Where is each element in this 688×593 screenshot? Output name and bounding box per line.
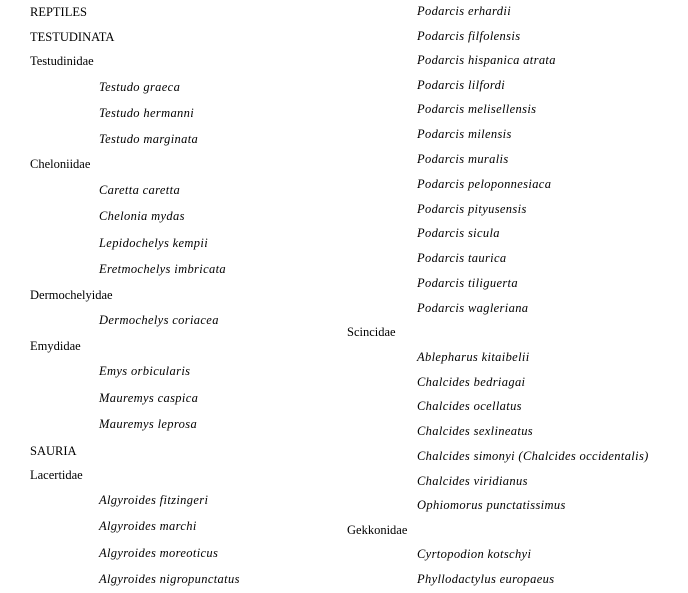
species-item: Chalcides simonyi (Chalcides occidentalis) — [417, 449, 649, 463]
species-item: Testudo hermanni — [99, 106, 195, 120]
species-item: Podarcis filfolensis — [417, 29, 521, 43]
order-heading-testudinata: TESTUDINATA — [30, 30, 115, 44]
species-item: Chalcides viridianus — [417, 474, 528, 488]
family-heading-gekkonidae: Gekkonidae — [347, 523, 408, 537]
family-heading-scincidae: Scincidae — [347, 325, 396, 339]
species-item: Podarcis lilfordi — [417, 78, 506, 92]
class-heading-reptiles: REPTILES — [30, 5, 87, 19]
suborder-heading-sauria: SAURIA — [30, 444, 77, 458]
family-heading-dermochelyidae: Dermochelyidae — [30, 288, 113, 302]
species-item: Podarcis sicula — [417, 226, 500, 240]
species-item: Lepidochelys kempii — [99, 236, 209, 250]
species-item: Podarcis melisellensis — [417, 102, 537, 116]
species-item: Algyroides fitzingeri — [99, 493, 209, 507]
family-heading-emydidae: Emydidae — [30, 339, 81, 353]
family-heading-lacertidae: Lacertidae — [30, 468, 83, 482]
family-heading-testudinidae: Testudinidae — [30, 54, 94, 68]
species-item: Eretmochelys imbricata — [99, 262, 226, 276]
species-item: Podarcis taurica — [417, 251, 507, 265]
species-item: Testudo graeca — [99, 80, 181, 94]
species-item: Podarcis milensis — [417, 127, 512, 141]
species-item: Algyroides moreoticus — [99, 546, 219, 560]
family-heading-cheloniidae: Cheloniidae — [30, 157, 91, 171]
species-item: Podarcis muralis — [417, 152, 509, 166]
species-item: Algyroides marchi — [99, 519, 197, 533]
species-item: Ophiomorus punctatissimus — [417, 498, 566, 512]
species-item: Emys orbicularis — [99, 364, 191, 378]
species-item: Podarcis tiliguerta — [417, 276, 518, 290]
species-item: Testudo marginata — [99, 132, 199, 146]
species-item: Mauremys caspica — [99, 391, 199, 405]
species-item: Chalcides ocellatus — [417, 399, 522, 413]
species-item: Podarcis wagleriana — [417, 301, 529, 315]
species-item: Cyrtopodion kotschyi — [417, 547, 532, 561]
species-item: Algyroides nigropunctatus — [99, 572, 240, 586]
species-item: Podarcis erhardii — [417, 4, 512, 18]
species-item: Dermochelys coriacea — [99, 313, 219, 327]
species-item: Caretta caretta — [99, 183, 181, 197]
species-item: Phyllodactylus europaeus — [417, 572, 555, 586]
species-item: Podarcis peloponnesiaca — [417, 177, 552, 191]
species-item: Chelonia mydas — [99, 209, 185, 223]
species-item: Podarcis hispanica atrata — [417, 53, 556, 67]
species-item: Chalcides sexlineatus — [417, 424, 534, 438]
species-item: Podarcis pityusensis — [417, 202, 527, 216]
species-item: Chalcides bedriagai — [417, 375, 526, 389]
species-item: Mauremys leprosa — [99, 417, 198, 431]
species-item: Ablepharus kitaibelii — [417, 350, 530, 364]
